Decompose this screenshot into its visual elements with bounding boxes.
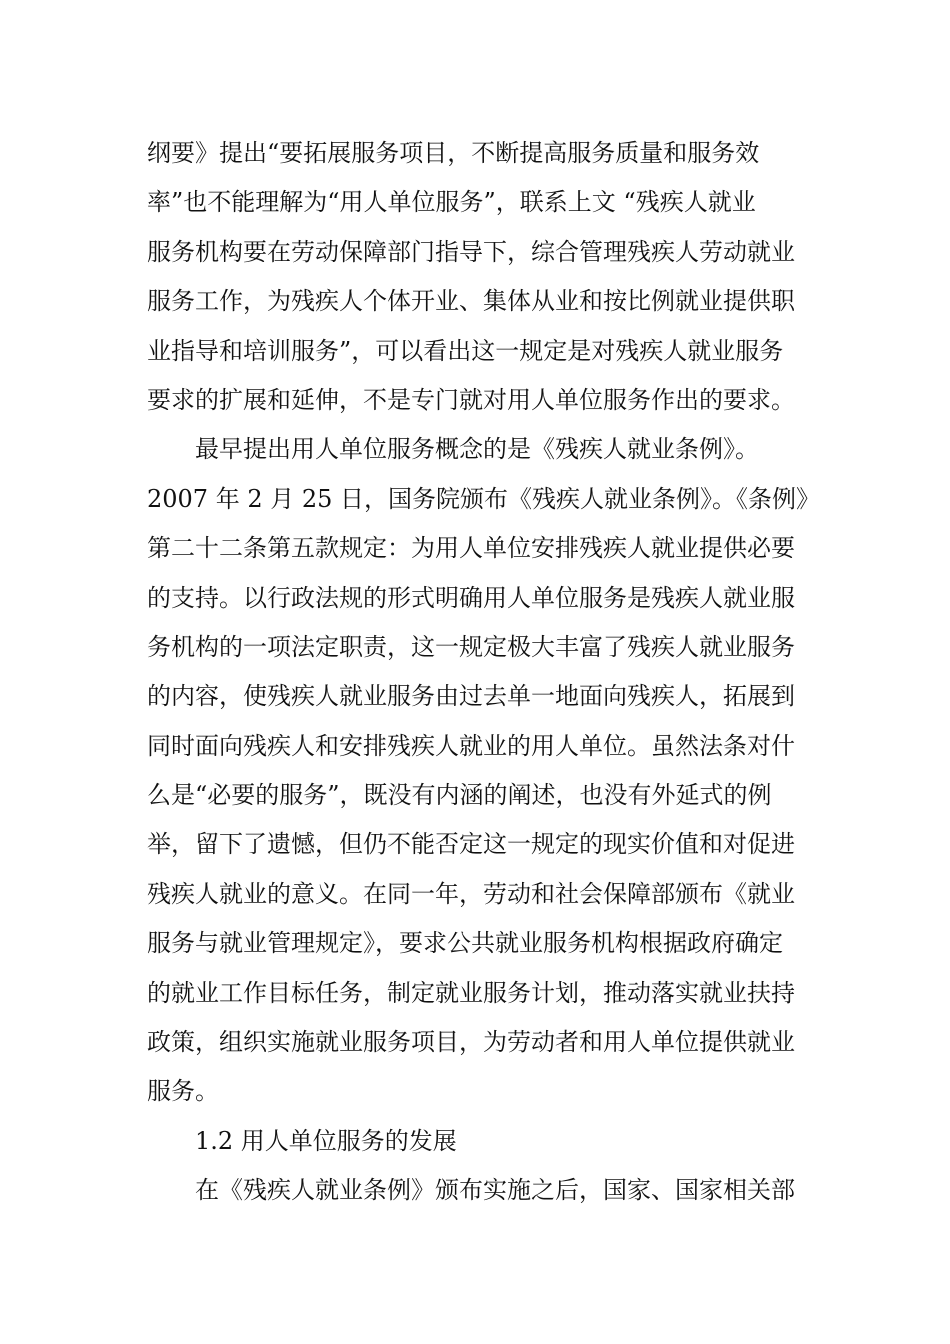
text-line: 率”也不能理解为“用人单位服务”，联系上文 “残疾人就业 [147,188,756,217]
text-line: 服务。 [147,1077,219,1106]
text-line: 要求的扩展和延伸，不是专门就对用人单位服务作出的要求。 [147,385,795,414]
text-line: 的内容，使残疾人就业服务由过去单一地面向残疾人，拓展到 [147,682,795,711]
text-line: 政策，组织实施就业服务项目，为劳动者和用人单位提供就业 [147,1028,795,1057]
text-line: 服务工作，为残疾人个体开业、集体从业和按比例就业提供职 [147,287,795,316]
text-line: 残疾人就业的意义。在同一年，劳动和社会保障部颁布《就业 [147,879,795,908]
text-line: 么是“必要的服务”，既没有内涵的阐述，也没有外延式的例 [147,781,772,810]
paragraph-first-line: 最早提出用人单位服务概念的是《残疾人就业条例》。 [195,435,759,464]
text-line: 务机构的一项法定职责，这一规定极大丰富了残疾人就业服务 [147,632,795,661]
text-line: 服务与就业管理规定》，要求公共就业服务机构根据政府确定 [147,929,783,958]
text-line: 2007 年 2 月 25 日，国务院颁布《残疾人就业条例》。《条例》 [147,484,821,513]
text-line: 的就业工作目标任务，制定就业服务计划，推动落实就业扶持 [147,978,795,1007]
text-line: 同时面向残疾人和安排残疾人就业的用人单位。虽然法条对什 [147,731,795,760]
text-line: 服务机构要在劳动保障部门指导下，综合管理残疾人劳动就业 [147,237,795,266]
text-line: 的支持。以行政法规的形式明确用人单位服务是残疾人就业服 [147,583,795,612]
document-body [147,129,821,1216]
text-line: 举，留下了遗憾，但仍不能否定这一规定的现实价值和对促进 [147,830,795,859]
text-line: 纲要》提出“要拓展服务项目，不断提高服务质量和服务效 [147,139,760,167]
text-line: 业指导和培训服务”，可以看出这一规定是对残疾人就业服务 [147,336,784,365]
text-line: 第二十二条第五款规定：为用人单位安排残疾人就业提供必要 [147,534,795,563]
paragraph-first-line: 在《残疾人就业条例》颁布实施之后，国家、国家相关部 [195,1176,795,1205]
section-heading: 1.2 用人单位服务的发展 [195,1126,457,1155]
